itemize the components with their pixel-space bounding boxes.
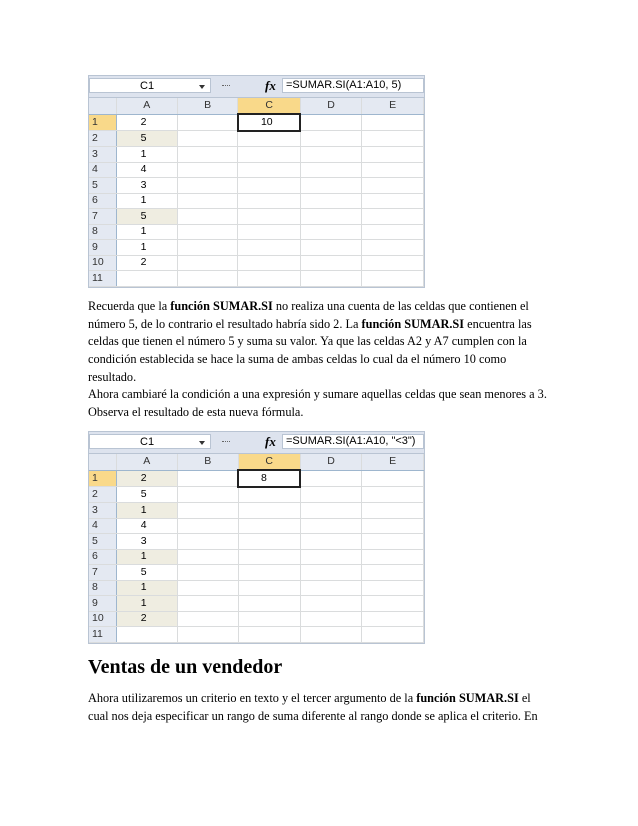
paragraph-3 [88, 690, 550, 725]
cell[interactable] [177, 271, 238, 287]
cell[interactable] [177, 503, 238, 519]
paragraph-1-text-c: encuentra las celdas que tienen el número 5 y suma su valor. Ya que las celdas A2 y A7 cumplen con la condición establecida se hace la suma de ambas celdas lo cual da el número 10 como resultado. [88, 316, 532, 384]
row-header[interactable]: 8 [89, 580, 116, 596]
cell[interactable] [177, 470, 238, 487]
row-header[interactable]: 7 [89, 209, 116, 225]
cell[interactable] [238, 549, 300, 565]
cell[interactable] [300, 114, 362, 131]
table-row [89, 224, 424, 240]
cell[interactable] [177, 580, 238, 596]
cell[interactable] [238, 596, 300, 612]
cell[interactable] [238, 131, 300, 147]
cell[interactable] [238, 580, 300, 596]
cell[interactable] [362, 147, 424, 163]
cell[interactable] [238, 178, 300, 194]
cell[interactable] [362, 503, 424, 519]
select-all-corner[interactable] [89, 98, 116, 114]
cell[interactable] [177, 565, 238, 581]
paragraph-1-bold-b: función SUMAR.SI [361, 316, 465, 331]
cell[interactable] [362, 114, 424, 131]
row-header[interactable]: 6 [89, 193, 116, 209]
cell[interactable] [300, 209, 362, 225]
section-heading: Ventas de un vendedor [88, 656, 283, 678]
table-row [89, 611, 424, 627]
column-header-b[interactable]: B [177, 98, 238, 114]
cell[interactable] [362, 178, 424, 194]
cell[interactable] [238, 209, 300, 225]
cell[interactable] [362, 518, 424, 534]
cell[interactable] [177, 255, 238, 271]
cell[interactable] [362, 565, 424, 581]
cell-a8[interactable]: 1 [116, 224, 177, 240]
row-header[interactable]: 7 [89, 565, 116, 581]
fx-icon[interactable]: fx [265, 434, 276, 449]
row-header[interactable]: 3 [89, 503, 116, 519]
cell[interactable] [177, 131, 238, 147]
cell[interactable] [300, 178, 362, 194]
table-row [89, 193, 424, 209]
cell[interactable] [300, 255, 362, 271]
cell[interactable] [238, 518, 300, 534]
cell[interactable] [238, 271, 300, 287]
cell[interactable] [300, 518, 362, 534]
cell-a8[interactable]: 1 [116, 580, 177, 596]
spreadsheet-screenshot-2 [88, 431, 425, 644]
column-header-d[interactable]: D [300, 454, 362, 470]
cell[interactable] [362, 240, 424, 256]
row-header[interactable]: 4 [89, 518, 116, 534]
cell[interactable] [177, 240, 238, 256]
cell[interactable] [362, 193, 424, 209]
name-box-value: C1 [140, 80, 155, 92]
table-row [89, 178, 424, 194]
cell[interactable] [177, 549, 238, 565]
cell-a7[interactable]: 5 [116, 565, 177, 581]
cell[interactable] [300, 627, 362, 643]
table-row [89, 503, 424, 519]
cell[interactable] [177, 611, 238, 627]
select-all-corner[interactable] [89, 454, 116, 470]
cell[interactable] [362, 596, 424, 612]
cell[interactable] [300, 487, 362, 503]
table-row [89, 580, 424, 596]
cell[interactable] [300, 271, 362, 287]
column-header-d[interactable]: D [300, 98, 362, 114]
cell-a4[interactable]: 4 [116, 162, 177, 178]
table-row [89, 470, 424, 487]
cell-a2[interactable]: 5 [116, 487, 177, 503]
row-header[interactable]: 11 [89, 627, 116, 643]
cell-a9[interactable]: 1 [116, 240, 177, 256]
column-header-e[interactable]: E [362, 98, 424, 114]
row-header[interactable]: 11 [89, 271, 116, 287]
table-row [89, 487, 424, 503]
row-header[interactable]: 10 [89, 611, 116, 627]
cell-a11[interactable] [116, 271, 177, 287]
cell[interactable] [300, 565, 362, 581]
cell[interactable] [300, 611, 362, 627]
cell[interactable] [362, 611, 424, 627]
cell[interactable] [177, 114, 238, 131]
cell[interactable] [300, 162, 362, 178]
cell[interactable] [177, 147, 238, 163]
cell[interactable] [300, 580, 362, 596]
table-row [89, 255, 424, 271]
cell-a11[interactable] [116, 627, 177, 643]
cell[interactable] [238, 193, 300, 209]
cell-a2[interactable]: 5 [116, 131, 177, 147]
spreadsheet-screenshot-1 [88, 75, 425, 288]
table-row [89, 162, 424, 178]
cell[interactable] [362, 549, 424, 565]
table-row [89, 131, 424, 147]
cell[interactable] [300, 470, 362, 487]
cell[interactable] [300, 131, 362, 147]
cell[interactable] [177, 193, 238, 209]
table-row [89, 147, 424, 163]
fx-icon[interactable]: fx [265, 78, 276, 93]
paragraph-2: Ahora cambiaré la condición a una expresión y sumare aquellas celdas que sean menores a 3. Observa el resultado de esta nueva fórmula. [88, 387, 547, 419]
row-header[interactable]: 2 [89, 131, 116, 147]
column-header-c[interactable]: C [238, 98, 300, 114]
table-row [89, 596, 424, 612]
table-row [89, 240, 424, 256]
formula-input[interactable]: =SUMAR.SI(A1:A10, 5) [282, 78, 424, 93]
row-header[interactable]: 9 [89, 240, 116, 256]
cell[interactable] [177, 596, 238, 612]
paragraph-1-bold-a: función SUMAR.SI [170, 299, 273, 313]
table-row [89, 627, 424, 643]
cell[interactable] [300, 534, 362, 550]
column-header-a[interactable]: A [116, 454, 177, 470]
cell[interactable] [362, 470, 424, 487]
cell[interactable] [238, 240, 300, 256]
name-box-value: C1 [140, 436, 155, 448]
table-row [89, 271, 424, 287]
table-row [89, 518, 424, 534]
cell[interactable] [177, 518, 238, 534]
column-header-e[interactable]: E [362, 454, 424, 470]
row-header[interactable]: 6 [89, 549, 116, 565]
paragraph-1-text-a: Recuerda que la [88, 299, 171, 313]
row-header[interactable]: 8 [89, 224, 116, 240]
table-row [89, 114, 424, 131]
chevron-down-icon[interactable] [199, 441, 205, 445]
cell[interactable] [300, 147, 362, 163]
table-row [89, 549, 424, 565]
cell-a6[interactable]: 1 [116, 549, 177, 565]
resize-handle-icon [222, 441, 230, 445]
cell[interactable] [300, 596, 362, 612]
cell[interactable] [238, 565, 300, 581]
column-header-b[interactable]: B [177, 454, 238, 470]
cell[interactable] [362, 271, 424, 287]
cell-a5[interactable]: 3 [116, 534, 177, 550]
cell[interactable] [177, 224, 238, 240]
column-header-c[interactable]: C [238, 454, 300, 470]
cell-grid [89, 454, 424, 643]
cell[interactable] [300, 240, 362, 256]
cell[interactable] [362, 224, 424, 240]
cell[interactable] [300, 549, 362, 565]
row-header[interactable]: 3 [89, 147, 116, 163]
cell-a3[interactable]: 1 [116, 147, 177, 163]
cell-a6[interactable]: 1 [116, 193, 177, 209]
cell-a5[interactable]: 3 [116, 178, 177, 194]
formula-bar [89, 432, 424, 454]
cell-a10[interactable]: 2 [116, 611, 177, 627]
resize-handle-icon [222, 85, 230, 89]
row-header[interactable]: 10 [89, 255, 116, 271]
row-header[interactable]: 5 [89, 534, 116, 550]
cell[interactable] [238, 611, 300, 627]
paragraph-1 [88, 298, 550, 387]
table-row [89, 565, 424, 581]
active-cell-c1[interactable]: 10 [238, 114, 300, 131]
row-header[interactable]: 4 [89, 162, 116, 178]
cell[interactable] [238, 534, 300, 550]
cell[interactable] [300, 503, 362, 519]
cell[interactable] [238, 255, 300, 271]
chevron-down-icon[interactable] [199, 85, 205, 89]
cell[interactable] [362, 255, 424, 271]
formula-input[interactable]: =SUMAR.SI(A1:A10, "<3") [282, 434, 424, 449]
cell[interactable] [238, 162, 300, 178]
row-header[interactable]: 1 [89, 470, 116, 487]
row-header[interactable]: 1 [89, 114, 116, 131]
cell-a3[interactable]: 1 [116, 503, 177, 519]
paragraph-3-bold-a: función SUMAR.SI [416, 691, 519, 705]
cell-a10[interactable]: 2 [116, 255, 177, 271]
active-cell-c1[interactable]: 8 [238, 470, 300, 487]
table-row [89, 534, 424, 550]
table-row [89, 209, 424, 225]
cell-grid [89, 98, 424, 287]
name-box[interactable] [89, 434, 211, 449]
cell[interactable] [362, 487, 424, 503]
row-header[interactable]: 5 [89, 178, 116, 194]
cell[interactable] [238, 487, 300, 503]
cell[interactable] [362, 162, 424, 178]
cell[interactable] [300, 224, 362, 240]
cell[interactable] [238, 147, 300, 163]
name-box[interactable] [89, 78, 211, 93]
cell-a7[interactable]: 5 [116, 209, 177, 225]
column-header-a[interactable]: A [116, 98, 177, 114]
cell-a4[interactable]: 4 [116, 518, 177, 534]
cell[interactable] [362, 209, 424, 225]
cell[interactable] [238, 627, 300, 643]
cell-a1[interactable]: 2 [116, 470, 177, 487]
paragraph-3-text-a: Ahora utilizaremos un criterio en texto y el tercer argumento de la [88, 691, 417, 705]
cell-a9[interactable]: 1 [116, 596, 177, 612]
paragraph-3-text-b: el cual nos deja especificar un rango de suma diferente al rango donde se aplica el criterio. En [88, 691, 538, 723]
row-header[interactable]: 9 [89, 596, 116, 612]
row-header[interactable]: 2 [89, 487, 116, 503]
cell[interactable] [362, 534, 424, 550]
cell[interactable] [362, 580, 424, 596]
cell[interactable] [177, 487, 238, 503]
cell[interactable] [238, 503, 300, 519]
cell[interactable] [177, 162, 238, 178]
cell[interactable] [177, 178, 238, 194]
cell[interactable] [362, 131, 424, 147]
formula-bar [89, 76, 424, 98]
cell[interactable] [177, 534, 238, 550]
cell[interactable] [238, 224, 300, 240]
cell[interactable] [300, 193, 362, 209]
cell[interactable] [362, 627, 424, 643]
cell-a1[interactable]: 2 [116, 114, 177, 131]
paragraph-1-text-b: no realiza una cuenta de las celdas que contienen el número 5, de lo contrario el resultado habría sido 2. La [88, 299, 529, 331]
cell[interactable] [177, 627, 238, 643]
cell[interactable] [177, 209, 238, 225]
